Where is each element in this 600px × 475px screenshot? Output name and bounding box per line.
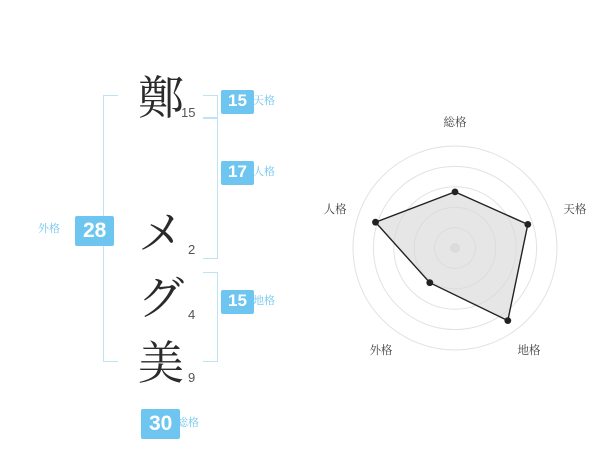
- badge-gaikaku-label: 外格: [38, 223, 60, 235]
- badge-chikaku-label: 地格: [253, 295, 275, 307]
- radar-axis-label: 人格: [323, 204, 347, 217]
- badge-jinkaku-label: 人格: [253, 166, 275, 178]
- tenkaku-bracket: [203, 95, 218, 119]
- badge-jinkaku-value: 17: [221, 161, 254, 185]
- name-character-3-strokes: 4: [188, 307, 196, 322]
- name-character-1: 鄭: [138, 73, 184, 124]
- badge-soukaku-value: 30: [141, 409, 180, 439]
- badge-tenkaku-value: 15: [221, 90, 254, 114]
- name-character-4: 美: [138, 338, 184, 389]
- badge-tenkaku-label: 天格: [253, 95, 275, 107]
- chikaku-bracket: [203, 272, 218, 362]
- radar-axis-label: 天格: [563, 204, 587, 217]
- name-character-2-strokes: 2: [188, 242, 196, 257]
- name-character-4-strokes: 9: [188, 370, 196, 385]
- jinkaku-bracket: [203, 117, 218, 259]
- radar-axis-label: 総格: [443, 117, 467, 129]
- badge-soukaku-label: 総格: [177, 417, 199, 429]
- name-character-2: メ: [138, 208, 184, 259]
- name-character-1-strokes: 15: [181, 105, 196, 120]
- radar-axis-label: 外格: [369, 344, 393, 357]
- radar-chart: [310, 0, 600, 470]
- radar-axis-label: 地格: [517, 344, 541, 357]
- badge-chikaku-value: 15: [221, 290, 254, 314]
- name-character-3: グ: [138, 273, 184, 324]
- radar-chart-panel: [310, 0, 600, 470]
- badge-gaikaku-value: 28: [75, 216, 114, 246]
